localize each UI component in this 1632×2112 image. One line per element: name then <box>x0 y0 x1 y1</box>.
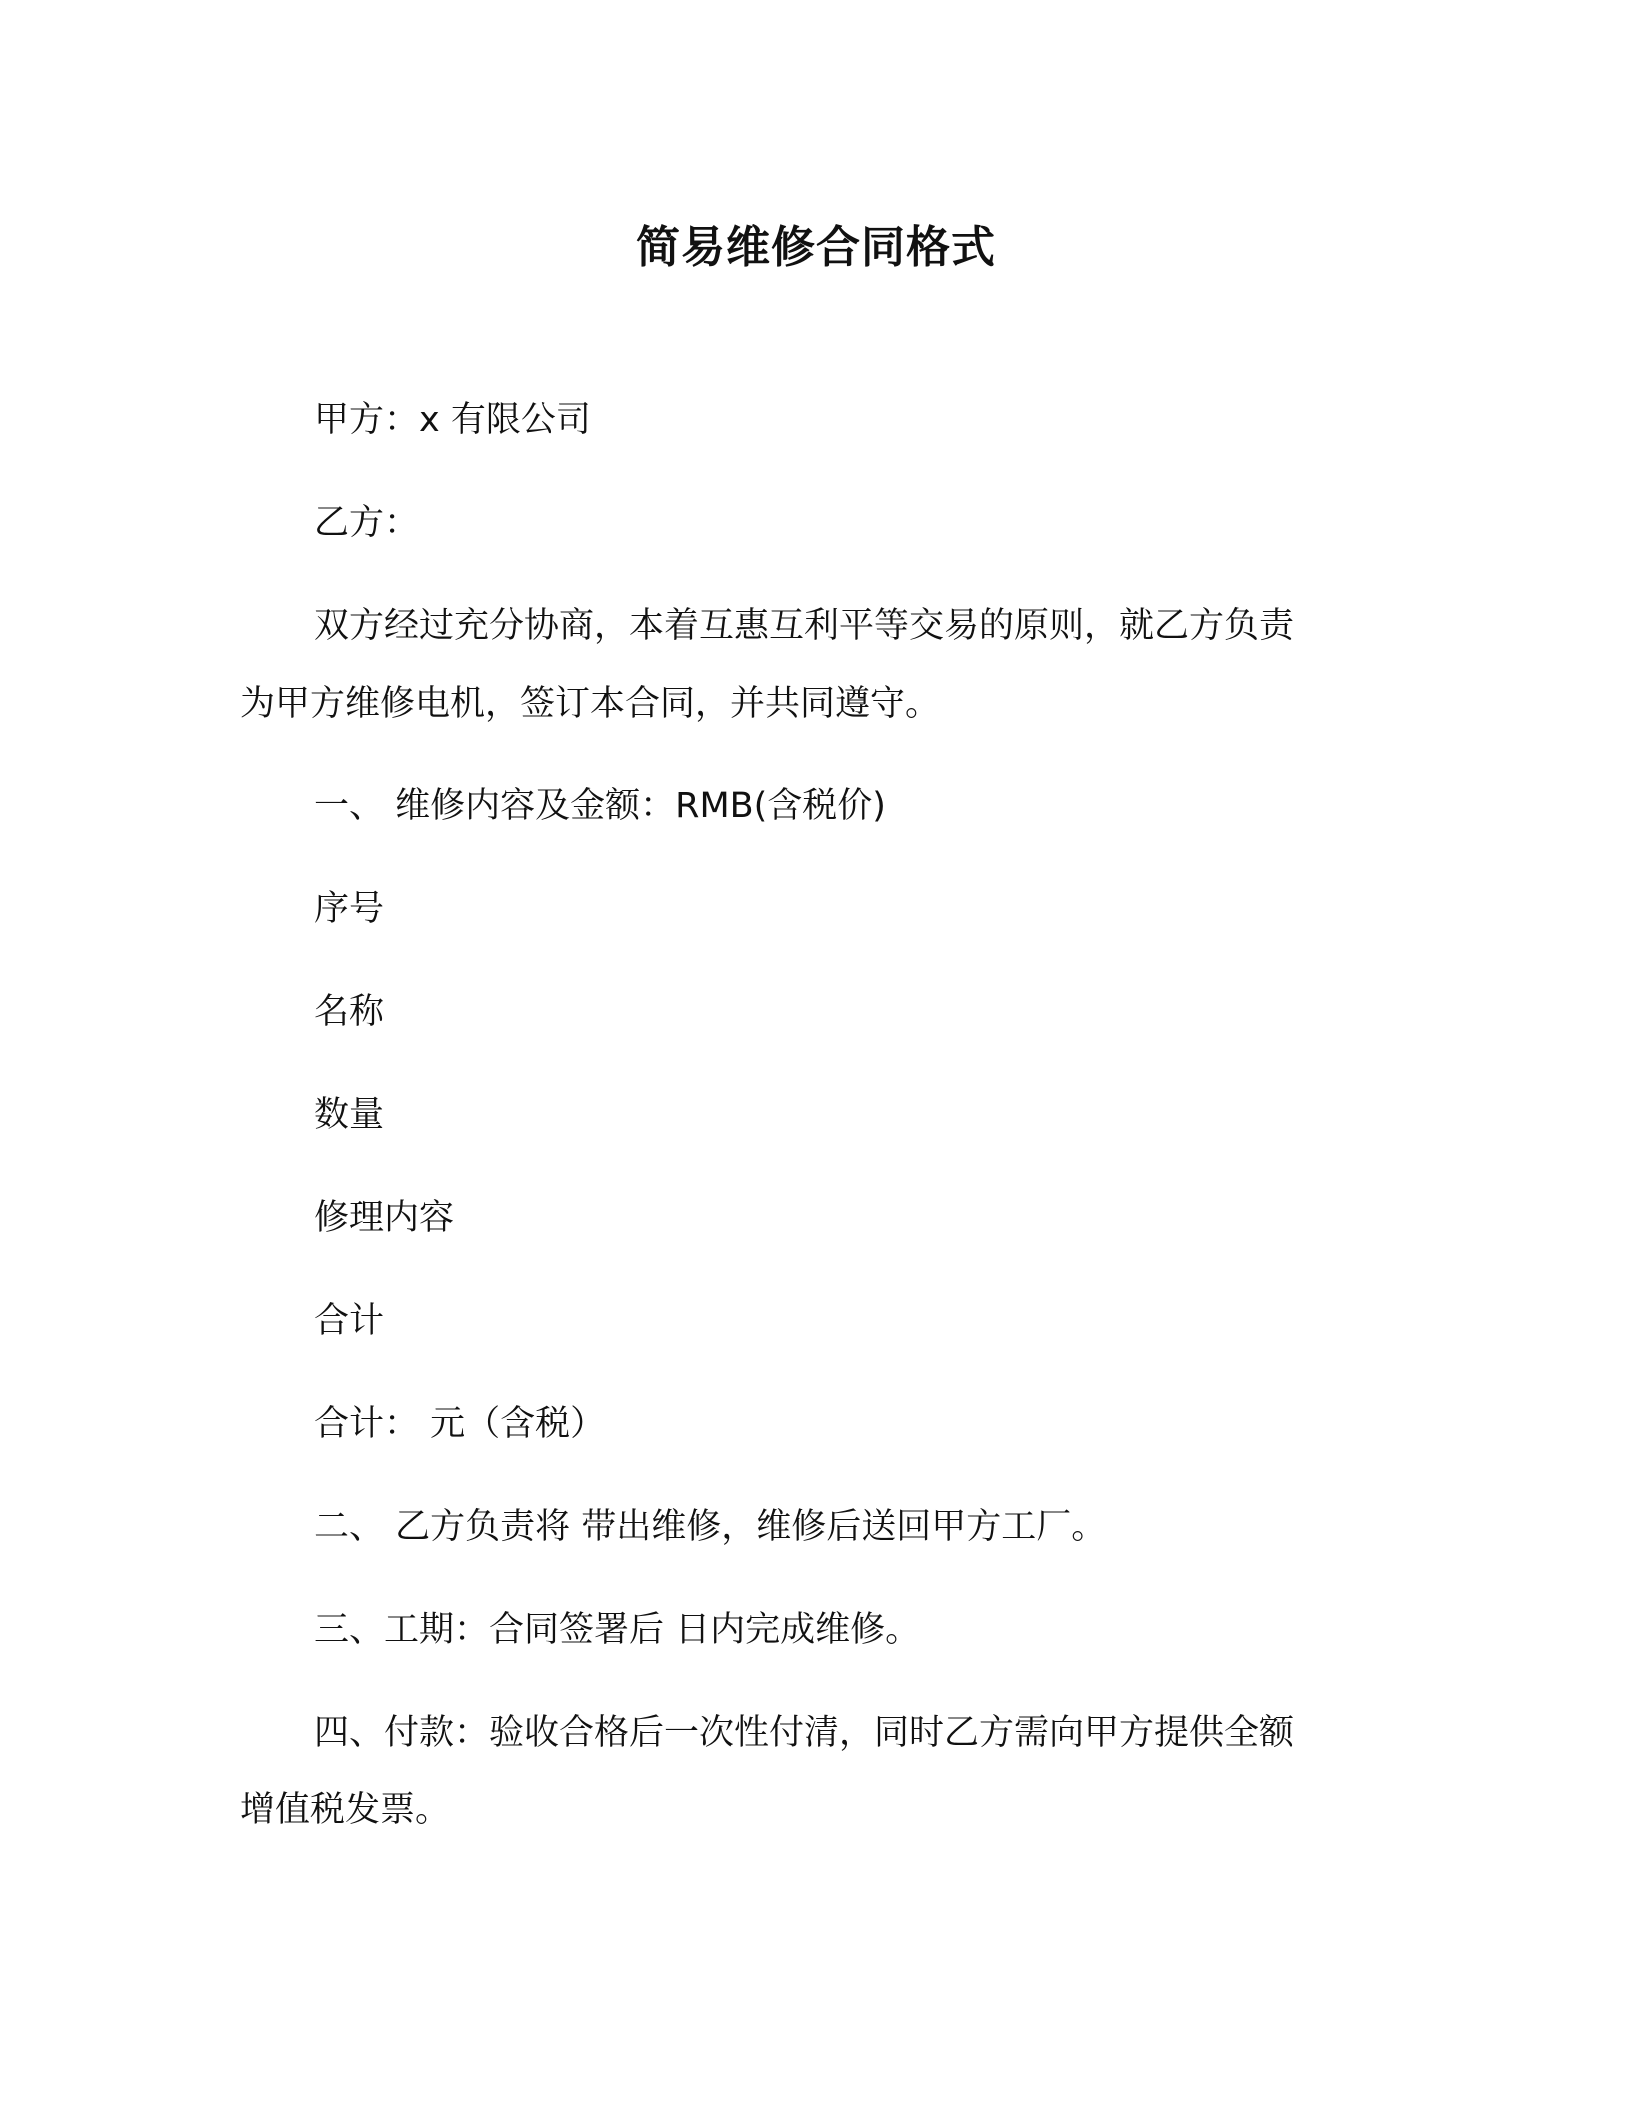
section-4-line-2: 增值税发票。 <box>240 1790 451 1830</box>
section-2: 二、 乙方负责将 带出维修，维修后送回甲方工厂。 <box>314 1507 1107 1547</box>
item-field-subtotal: 合计 <box>314 1301 385 1341</box>
item-field-name: 名称 <box>314 992 385 1032</box>
item-field-repair-content: 修理内容 <box>314 1198 455 1238</box>
total-line: 合计： 元（含税） <box>314 1404 606 1444</box>
item-field-quantity: 数量 <box>314 1095 385 1135</box>
section-4-line-1: 四、付款：验收合格后一次性付清，同时乙方需向甲方提供全额 <box>314 1713 1295 1753</box>
party-b: 乙方： <box>314 503 420 543</box>
party-a: 甲方：x 有限公司 <box>314 400 591 440</box>
section-1-heading: 一、 维修内容及金额：RMB(含税价) <box>314 786 886 826</box>
intro-paragraph-line-2: 为甲方维修电机，签订本合同，并共同遵守。 <box>240 684 941 724</box>
item-field-serial: 序号 <box>314 889 385 929</box>
section-3: 三、工期：合同签署后 日内完成维修。 <box>314 1610 921 1650</box>
page-title: 简易维修合同格式 <box>636 222 996 273</box>
intro-paragraph-line-1: 双方经过充分协商，本着互惠互利平等交易的原则，就乙方负责 <box>314 606 1295 646</box>
